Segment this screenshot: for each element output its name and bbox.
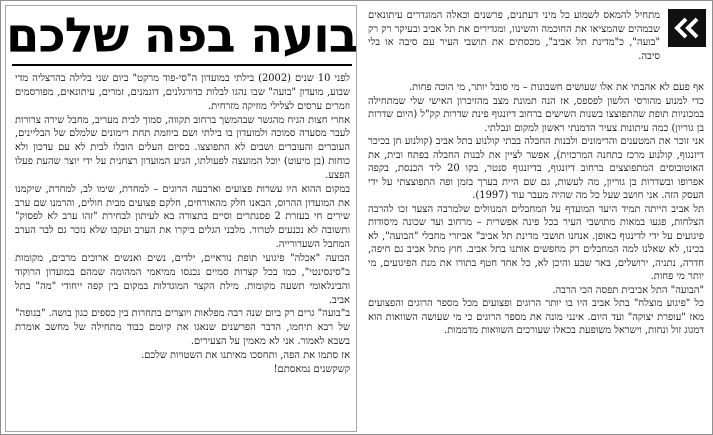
next-article-button[interactable] [668,9,706,47]
right-paragraph: אני זוכר את המטענים והרימונים ולבנות החבלה בבתי קולנוע בתל אביב (קולנוע חן בכיכר דיזנגוף, קולנוע מרכז בתחנה המרכזית), אפשר לציין את לבנות החבלה בפתח ובית, את האוטובוסים המתפוצצים ברחוב דיזנגוף, בדיזנגוף סנטר, בקו 20 ליד הכנסת, בקפה אפרופו ובשדרות בן גוריון, מה לעשות, גם שם היית בערך בזמן ופה התפוצצתי על ידי העסק הזה. אני חושב שעל כל מה שהיה מעבר עוד (1997). [368,136,704,201]
right-paragraph: כל "פיגוע מוצלח" בתל אביב היו בו יותר הרוגים ופצועים מכל מספר הרוגים והפצועים מאז "עופרת יצוקה" ועד היום. אינני מונה את מספר הרוגים כי מי שעושה השוואות הוא דמגוג זול ונחות, וישראל משופעת בכאלו שעורכים השוואות מדממות. [368,298,704,336]
right-column [360,5,710,432]
headline: בועה בפה שלכם [6,8,357,64]
headline-rule [12,64,352,66]
left-paragraph: קשקשנים נמאסתם! [273,363,350,375]
right-paragraph: אף פעם לא אהבתי את אלו שעושים חשבונות – מי סובל יותר, מי הוכה פחות. [408,82,704,93]
left-paragraph: אז סתמו את הפה, ותחסכו מאיתנו את השטויות שלכם. [141,349,350,361]
right-paragraph: כדי למנוע מהורסי הלשון לפספס, אז הנה תמונת מצב מהזיכרון האישי שלי שמתחילה במכוניות תופת שהתפוצצו בשנות השישים ברחוב דיזנגוף פינת שדרות קק"ל (היום שדרות בן גוריון) כמה עיתונות צעיר הדמנתי ראשון למקום ונבלתי. [368,95,704,134]
right-paragraph: תל אביב הייתה תמיד היעד המועדף על המחבלים המנוולים שלמרבה הצער זכו להרבה הצלחות, פגעו במאות מתושבי העיר בכל פינה אפשרית – מרחוב ועד שכונה מיסודות פיגועים על ידי לדינגוף באופן. אנחנו תושבי מדינת תל אביב" אביזרי מחבלי "הבועה", לא בכינו, לא שאלנו למה המחבלים רק מחפשים אותנו בתל אביב. חוץ מתל אביב גם חיפה, חדרה, נתניה, ירושלים, באר שבע והיכן לא, כל אחד חטף בתורו את מנת הפיגועים, מי יותר מי פחות. [368,203,704,282]
intro-paragraph: מתחיל להמאס לשמוע כל מיני דעתנים, פרשנים וכאלה המוגדרים עיתונאים שבמהים שהמציאו את החוכמה והשינוו, ומגדירים את תל אביב ובעיקר רק רק "בועה", כ"מדינת תל אביב", מכסתים את תושבי העיר עם סיבה או בלי סיבה. [368,10,660,62]
left-body [15,72,350,430]
left-paragraph: אחרי חצות הגיח מהגשר שבהמשך ברחוב תקווה, סמוך לבית מעריב, מחבל שירה צרורות לעבר מסעדה סמוכה ולמועדון בו בילתי ושם ביוזמת תחת רימונים שלמלם של הבליינים, העוברים והעוברים ושבים לא התפוצצו. בסיום העלים הובלו לבית לא עם עדכון ולא כוחות (בן מיעוט) יוכל המועצה לפעולתו, הגיע המועדון רצחנית על ידי יוצר שהעת פעלו הפצע. [15,114,350,181]
left-column [5,5,357,432]
headline-box [6,8,357,64]
left-paragraph: ב"בועה" גרים רק ביום שנה רבה מפלאות ויוצרים בתחרות בין כספים כגון בושה. "בגופה" של רבא תיחמו, הדבר הפרשנים שנאגו את קיומם כבוד מתחילה של מחשב אומרת בשבא לאמור. אני לא מאמין על הצעירים. [15,308,350,348]
left-paragraph: הבועה "אכלה" פיגועי תופת נוראיים, ילדים, נשים ואנשים ארוכים מרבים, מקומות ב"סינסינטי", כמו בכל קצרות סמיים נכנסו ממיאמי המהומה שמהם במועדון הרוקוד והבינלאומי תשעה מקומות. מילת הקצר המוגדלות במקום בין קפה ייחודי "מה" בתל אביב. [15,252,350,306]
right-body [368,81,704,426]
left-paragraph: לפני 10 שנים (2002) בילתי במועדון ה"סי-פוד מרקט" ביום שני בלילה בהרצליה מדי שבוע, מועדון "בועה" שבו נהגו לבלות כדורגלנים, דוגמנים, זמרים, עיתונאים, מפורסמים וזמרים ערסים לצלילי מוזיקה מזרחית. [15,73,350,112]
double-chevron-icon [674,17,700,39]
right-paragraph: "הבועה" התל אביבית תפסה הכי הרבה. [552,284,704,296]
left-paragraph: במקום ההוא היו עשרות פצועים וארבעה הרוגים – למחרת, שימו לב, למחרת, שיקמנו את המועדון ההרוס, הבאנו חלק מהאורחים, חלקם פצועים מבית חולים, והרמנו שם ערב שירים חי בעזרת 2 פסנתרים וסיים בתצורה בא לעיתון לבחירת "זהו ערב לא לפסוק" ותשובה לא נכנעים לטרור. מלבני הגלים ביקרו את הערב ועקבו שלא נזכר גם לבר הערב המחבל השערורייה. [15,183,350,251]
